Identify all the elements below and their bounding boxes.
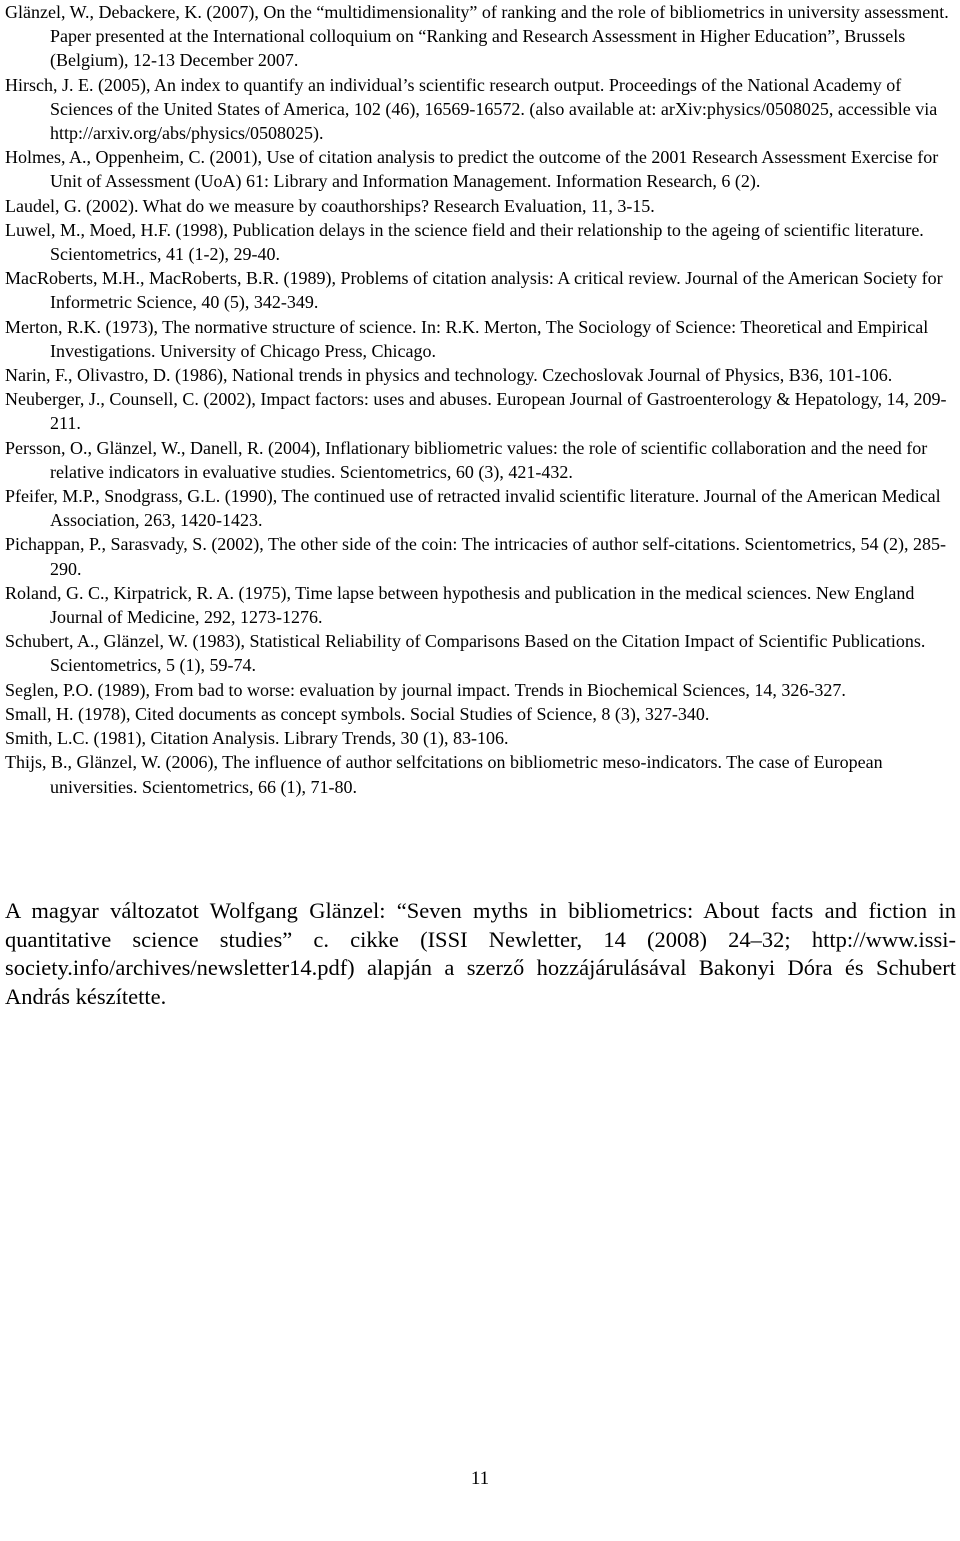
- reference-list: [5, 0, 957, 799]
- reference-pichappan-sarasvady-2002: Pichappan, P., Sarasvady, S. (2002), The other side of the coin: The intricacies of author self-citations. Scientometrics, 54 (2), 285-290.: [5, 534, 946, 579]
- page-number: 11: [470, 1468, 490, 1489]
- reference-thijs-glanzel-2006: Thijs, B., Glänzel, W. (2006), The influence of author selfcitations on bibliometric meso-indicators. The case of European universities. Scientometrics, 66 (1), 71-80.: [5, 752, 883, 797]
- reference-laudel-2002: Laudel, G. (2002). What do we measure by coauthorships? Research Evaluation, 11, 3-15.: [5, 195, 655, 216]
- reference-macroberts-1989: MacRoberts, M.H., MacRoberts, B.R. (1989), Problems of citation analysis: A critical review. Journal of the American Society for Informetric Science, 40 (5), 342-349.: [5, 268, 943, 313]
- translation-note: A magyar változatot Wolfgang Glänzel: “Seven myths in bibliometrics: About facts and fiction in quantitative science studies” c. cikke (ISSI Newletter, 14 (2008) 24–32; http://www.issi-society.info/archives/newsletter14.pdf) alapján a szerző hozzájárulásával Bakonyi Dóra és Schubert András készítette.: [5, 898, 956, 1010]
- reference-merton-1973: Merton, R.K. (1973), The normative structure of science. In: R.K. Merton, The Sociology of Science: Theoretical and Empirical Investigations. University of Chicago Press, Chicago.: [5, 316, 929, 361]
- reference-schubert-glanzel-1983: Schubert, A., Glänzel, W. (1983), Statistical Reliability of Comparisons Based on the Citation Impact of Scientific Publications. Scientometrics, 5 (1), 59-74.: [5, 631, 926, 676]
- reference-roland-kirpatrick-1975: Roland, G. C., Kirpatrick, R. A. (1975), Time lapse between hypothesis and publication in the medical sciences. New England Journal of Medicine, 292, 1273-1276.: [5, 582, 915, 628]
- reference-hirsch-2005: Hirsch, J. E. (2005), An index to quantify an individual’s scientific research output. Proceedings of the National Academy of Sciences of the United States of America, 102 (46), 16569-16572. (also available at: arXiv:physics/0508025, accessible via http://arxiv.org/abs/physics/0508025).: [5, 74, 938, 144]
- reference-seglen-1989: Seglen, P.O. (1989), From bad to worse: evaluation by journal impact. Trends in Biochemical Sciences, 14, 326-327.: [5, 679, 846, 700]
- reference-small-1978: Small, H. (1978), Cited documents as concept symbols. Social Studies of Science, 8 (3), 327-340.: [5, 703, 710, 724]
- reference-holmes-oppenheim-2001: Holmes, A., Oppenheim, C. (2001), Use of citation analysis to predict the outcome of the 2001 Research Assessment Exercise for Unit of Assessment (UoA) 61: Library and Information Management. Information Research, 6 (2).: [5, 147, 939, 192]
- reference-smith-1981: Smith, L.C. (1981), Citation Analysis. Library Trends, 30 (1), 83-106.: [5, 728, 509, 749]
- reference-narin-olivastro-1986: Narin, F., Olivastro, D. (1986), National trends in physics and technology. Czechoslovak Journal of Physics, B36, 101-106.: [5, 365, 893, 386]
- reference-luwel-moed-1998: Luwel, M., Moed, H.F. (1998), Publication delays in the science field and their relationship to the ageing of scientific literature. Scientometrics, 41 (1-2), 29-40.: [5, 219, 924, 265]
- reference-persson-2004: Persson, O., Glänzel, W., Danell, R. (2004), Inflationary bibliometric values: the role of scientific collaboration and the need for relative indicators in evaluative studies. Scientometrics, 60 (3), 421-432.: [5, 437, 928, 482]
- reference-glanzel-debackere-2007: Glänzel, W., Debackere, K. (2007), On the “multidimensionality” of ranking and the role of bibliometrics in university assessment. Paper presented at the International colloquium on “Ranking and Research Assessment in Higher Education”, Brussels (Belgium), 12-13 December 2007.: [5, 2, 949, 71]
- reference-pfeifer-snodgrass-1990: Pfeifer, M.P., Snodgrass, G.L. (1990), The continued use of retracted invalid scientific literature. Journal of the American Medical Association, 263, 1420-1423.: [5, 486, 941, 531]
- reference-neuberger-counsell-2002: Neuberger, J., Counsell, C. (2002), Impact factors: uses and abuses. European Journal of Gastroenterology & Hepatology, 14, 209-211.: [5, 389, 947, 434]
